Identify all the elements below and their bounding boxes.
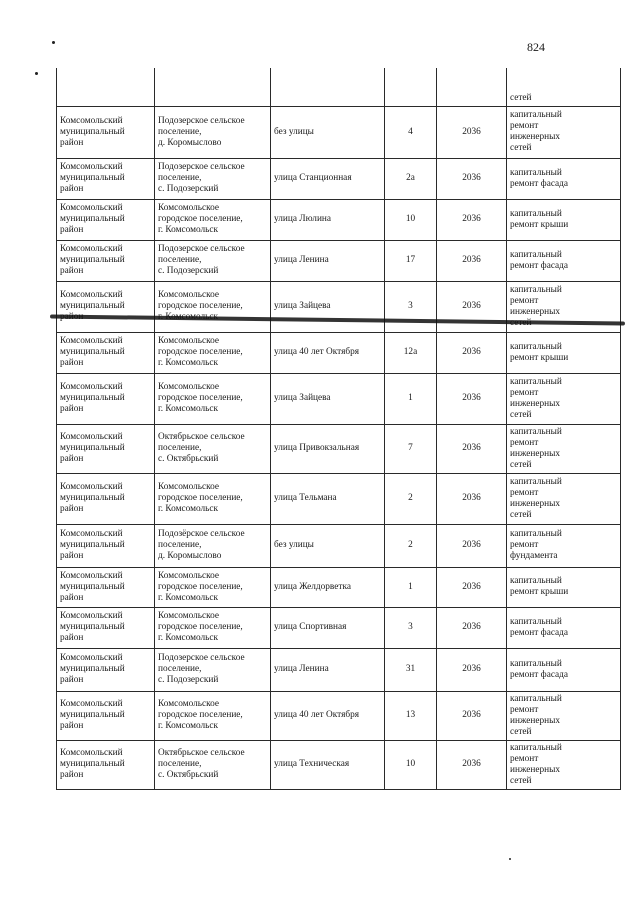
street-cell: улица Люлина [271, 199, 385, 240]
settlement-line: городское поселение, [158, 347, 243, 357]
scan-speck [35, 72, 38, 75]
district-cell [57, 424, 155, 473]
district-line: район [60, 592, 84, 603]
year-cell: 2036 [437, 158, 507, 199]
settlement-cell [155, 373, 271, 424]
year-cell: 2036 [437, 691, 507, 740]
table-row-continuation [57, 68, 621, 106]
district-line: Комсомольский [60, 653, 123, 663]
settlement-line: городское поселение, [158, 581, 243, 592]
district-cell [57, 607, 155, 648]
settlement-cell [155, 158, 271, 199]
work-type-line: капитальный [510, 249, 562, 260]
district-line: муниципальный [60, 393, 125, 403]
work-type-line: капитальный [510, 341, 562, 352]
year-cell: 2036 [437, 473, 507, 524]
table-row [57, 158, 621, 199]
settlement-line: г. Комсомольск [158, 404, 219, 414]
street-cell: улица Зайцева [271, 373, 385, 424]
work-type-line: капитальный [510, 110, 562, 120]
street-cell: улица Ленина [271, 240, 385, 281]
work-type-line: инженерных [510, 448, 560, 459]
district-line: муниципальный [60, 622, 125, 632]
street-cell: улица Привокзальная [271, 424, 385, 473]
settlement-line: поселение, [158, 540, 202, 550]
work-type-cell [507, 740, 621, 789]
street-cell: улица 40 лет Октября [271, 691, 385, 740]
work-type-line: сетей [510, 509, 532, 520]
district-line: район [60, 358, 84, 368]
district-line: муниципальный [60, 126, 125, 137]
district-line: район [60, 137, 84, 148]
work-type-line: капитальный [510, 529, 562, 539]
work-type-line: ремонт [510, 437, 539, 448]
district-line: муниципальный [60, 443, 125, 453]
house-number-cell: 2а [385, 158, 437, 199]
table-row [57, 240, 621, 281]
district-line: Комсомольский [60, 162, 123, 172]
district-line: муниципальный [60, 581, 125, 592]
settlement-line: Подозерское сельское [158, 653, 245, 663]
settlement-cell [155, 106, 271, 158]
work-type-line: инженерных [510, 715, 560, 726]
house-number-cell: 7 [385, 424, 437, 473]
work-type-cell [507, 199, 621, 240]
district-line: муниципальный [60, 301, 125, 311]
district-line: район [60, 504, 84, 514]
settlement-line: Комсомольское [158, 336, 220, 346]
district-cell [57, 106, 155, 158]
work-type-cell [507, 607, 621, 648]
district-line: район [60, 225, 84, 235]
work-type-cell [507, 106, 621, 158]
work-type-line: капитальный [510, 576, 562, 586]
work-type-cell [507, 158, 621, 199]
house-number-cell: 12а [385, 332, 437, 373]
settlement-cell [155, 691, 271, 740]
work-type-cell [507, 332, 621, 373]
settlement-line: Комсомольское [158, 382, 220, 392]
work-type-line: сетей [510, 409, 532, 420]
year-cell: 2036 [437, 281, 507, 332]
settlement-cell [155, 567, 271, 607]
district-line: район [60, 770, 84, 780]
settlement-line: поселение, [158, 759, 202, 769]
district-line: район [60, 404, 84, 414]
scan-speck [509, 858, 511, 860]
house-number-cell: 31 [385, 648, 437, 691]
district-line: Комсомольский [60, 748, 123, 758]
table-row [57, 740, 621, 789]
settlement-line: Октябрьское сельское [158, 432, 245, 442]
house-number-cell: 2 [385, 473, 437, 524]
settlement-line: Подозерское сельское [158, 162, 245, 172]
work-type-line: ремонт [510, 295, 539, 306]
district-line: район [60, 633, 84, 643]
work-type-line: сетей [510, 143, 532, 153]
district-cell [57, 691, 155, 740]
table-row [57, 524, 621, 567]
district-line: Комсомольский [60, 432, 123, 442]
work-type-line: сетей [510, 459, 532, 470]
house-number-cell: 4 [385, 106, 437, 158]
district-line: Комсомольский [60, 336, 123, 346]
street-cell: улица Спортивная [271, 607, 385, 648]
house-number-cell: 17 [385, 240, 437, 281]
district-cell [57, 199, 155, 240]
settlement-line: Комсомольское [158, 482, 220, 492]
settlement-cell [155, 607, 271, 648]
settlement-line: г. Комсомольск [158, 225, 219, 235]
year-cell: 2036 [437, 199, 507, 240]
settlement-line: поселение, [158, 126, 202, 137]
work-type-line: капитальный [510, 284, 562, 295]
house-number-cell: 10 [385, 199, 437, 240]
street-cell: улица Станционная [271, 158, 385, 199]
district-line: Комсомольский [60, 611, 123, 621]
work-type-cell [507, 68, 621, 106]
district-line: муниципальный [60, 759, 125, 769]
settlement-cell [155, 240, 271, 281]
settlement-line: Комсомольское [158, 290, 220, 300]
district-line: район [60, 675, 84, 685]
district-cell [57, 240, 155, 281]
street-cell: улица 40 лет Октября [271, 332, 385, 373]
settlement-line: с. Октябрьский [158, 770, 219, 780]
district-cell [57, 332, 155, 373]
work-type-line: капитальный [510, 742, 562, 753]
settlement-line: г. Комсомольск [158, 504, 219, 514]
settlement-line: д. Коромыслово [158, 137, 222, 148]
year-cell: 2036 [437, 648, 507, 691]
work-type-line: сетей [510, 726, 532, 737]
year-cell: 2036 [437, 106, 507, 158]
work-type-line: ремонт крыши [510, 587, 569, 597]
district-cell [57, 648, 155, 691]
district-line: Комсомольский [60, 290, 123, 300]
settlement-line: г. Комсомольск [158, 633, 219, 643]
work-type-cell [507, 473, 621, 524]
work-type-line: ремонт крыши [510, 352, 569, 363]
house-number-cell: 3 [385, 607, 437, 648]
settlement-line: Комсомольское [158, 699, 220, 709]
year-cell: 2036 [437, 567, 507, 607]
work-type-line: сетей [510, 92, 532, 103]
work-type-line: ремонт [510, 387, 539, 398]
district-line: район [60, 266, 84, 276]
settlement-cell [155, 473, 271, 524]
table-row [57, 424, 621, 473]
settlement-cell [155, 199, 271, 240]
year-cell: 2036 [437, 240, 507, 281]
street-cell: улица Ленина [271, 648, 385, 691]
district-line: Комсомольский [60, 382, 123, 392]
scan-speck [52, 41, 55, 44]
settlement-line: поселение, [158, 443, 202, 453]
settlement-line: поселение, [158, 173, 202, 183]
settlement-line: с. Октябрьский [158, 454, 219, 464]
table-row [57, 332, 621, 373]
work-type-cell [507, 240, 621, 281]
work-type-line: капитальный [510, 376, 562, 387]
page-number: 824 [527, 40, 545, 54]
table-row [57, 473, 621, 524]
work-type-line: капитальный [510, 167, 562, 178]
district-line: Комсомольский [60, 529, 123, 539]
year-cell: 2036 [437, 373, 507, 424]
district-line: район [60, 721, 84, 731]
work-type-line: инженерных [510, 498, 560, 509]
work-type-cell [507, 524, 621, 567]
district-line: район [60, 184, 84, 194]
district-cell [57, 567, 155, 607]
table-row [57, 199, 621, 240]
district-line: Комсомольский [60, 482, 123, 492]
work-type-line: ремонт фасада [510, 178, 569, 189]
settlement-line: Комсомольское [158, 570, 220, 581]
street-cell: улица Зайцева [271, 281, 385, 332]
table-row [57, 691, 621, 740]
district-line: муниципальный [60, 710, 125, 720]
work-type-line: капитальный [510, 616, 562, 627]
settlement-cell [155, 332, 271, 373]
table-row [57, 106, 621, 158]
year-cell: 2036 [437, 424, 507, 473]
street-cell: улица Техническая [271, 740, 385, 789]
district-line: муниципальный [60, 347, 125, 357]
district-line: муниципальный [60, 540, 125, 550]
settlement-cell [155, 740, 271, 789]
table-row [57, 607, 621, 648]
year-cell: 2036 [437, 740, 507, 789]
year-cell: 2036 [437, 607, 507, 648]
settlement-line: поселение, [158, 255, 202, 265]
work-type-line: капитальный [510, 476, 562, 487]
district-cell [57, 473, 155, 524]
house-number-cell: 1 [385, 373, 437, 424]
settlement-line: с. Подозерский [158, 184, 219, 194]
work-type-line: инженерных [510, 132, 560, 142]
settlement-line: городское поселение, [158, 393, 243, 403]
street-cell: без улицы [271, 106, 385, 158]
settlement-line: г. Комсомольск [158, 358, 219, 368]
street-cell: улица Тельмана [271, 473, 385, 524]
work-type-line: инженерных [510, 306, 560, 317]
settlement-line: Комсомольское [158, 203, 220, 213]
work-type-line: инженерных [510, 764, 560, 775]
house-number-cell: 1 [385, 567, 437, 607]
district-cell [57, 158, 155, 199]
house-number-cell: 13 [385, 691, 437, 740]
settlement-line: городское поселение, [158, 493, 243, 503]
settlement-line: городское поселение, [158, 710, 243, 720]
district-line: Комсомольский [60, 203, 123, 213]
work-type-line: капитальный [510, 426, 562, 437]
year-cell: 2036 [437, 524, 507, 567]
settlement-line: городское поселение, [158, 301, 243, 311]
table-row [57, 567, 621, 607]
district-line: муниципальный [60, 493, 125, 503]
year-cell: 2036 [437, 332, 507, 373]
table-row [57, 648, 621, 691]
work-type-line: капитальный [510, 658, 562, 669]
settlement-line: Подозерское сельское [158, 115, 245, 126]
work-type-line: фундамента [510, 551, 558, 561]
settlement-line: поселение, [158, 664, 202, 674]
house-number-cell: 3 [385, 281, 437, 332]
settlement-line: с. Подозерский [158, 675, 219, 685]
work-type-line: ремонт фасада [510, 669, 569, 680]
district-line: муниципальный [60, 173, 125, 183]
district-cell [57, 281, 155, 332]
district-line: район [60, 551, 84, 561]
work-type-line: ремонт [510, 704, 539, 715]
settlement-line: г. Комсомольск [158, 592, 219, 603]
settlement-line: городское поселение, [158, 622, 243, 632]
settlement-line: с. Подозерский [158, 266, 219, 276]
work-type-line: ремонт [510, 487, 539, 498]
work-type-line: ремонт [510, 540, 539, 550]
work-type-cell [507, 424, 621, 473]
district-line: муниципальный [60, 255, 125, 265]
settlement-cell [155, 424, 271, 473]
house-number-cell: 2 [385, 524, 437, 567]
settlement-line: городское поселение, [158, 214, 243, 224]
district-line: район [60, 454, 84, 464]
work-type-line: сетей [510, 775, 532, 786]
settlement-line: Подозёрское сельское [158, 529, 245, 539]
settlement-line: г. Комсомольск [158, 721, 219, 731]
district-line: Комсомольский [60, 570, 123, 581]
work-type-line: капитальный [510, 208, 562, 219]
work-type-line: капитальный [510, 693, 562, 704]
district-line: Комсомольский [60, 115, 123, 126]
district-line: Комсомольский [60, 699, 123, 709]
street-cell: улица Желдорветка [271, 567, 385, 607]
house-number-cell: 10 [385, 740, 437, 789]
settlement-line: Комсомольское [158, 611, 220, 621]
district-line: Комсомольский [60, 244, 123, 254]
settlement-cell [155, 524, 271, 567]
settlement-line: Октябрьское сельское [158, 748, 245, 758]
street-cell: без улицы [271, 524, 385, 567]
work-type-cell [507, 373, 621, 424]
district-line: муниципальный [60, 214, 125, 224]
work-type-cell [507, 567, 621, 607]
work-type-line: ремонт [510, 121, 539, 131]
district-cell [57, 740, 155, 789]
district-cell [57, 373, 155, 424]
settlement-line: Подозерское сельское [158, 244, 245, 254]
work-type-line: инженерных [510, 398, 560, 409]
work-type-line: ремонт крыши [510, 219, 569, 230]
work-type-line: ремонт фасада [510, 627, 569, 638]
settlement-cell [155, 648, 271, 691]
work-type-cell [507, 691, 621, 740]
work-type-line: ремонт [510, 753, 539, 764]
district-cell [57, 524, 155, 567]
work-type-line: ремонт фасада [510, 260, 569, 271]
settlement-line: д. Коромыслово [158, 551, 222, 561]
table-row [57, 373, 621, 424]
work-type-cell [507, 648, 621, 691]
district-line: муниципальный [60, 664, 125, 674]
repair-schedule-table [56, 68, 621, 790]
settlement-cell [155, 281, 271, 332]
